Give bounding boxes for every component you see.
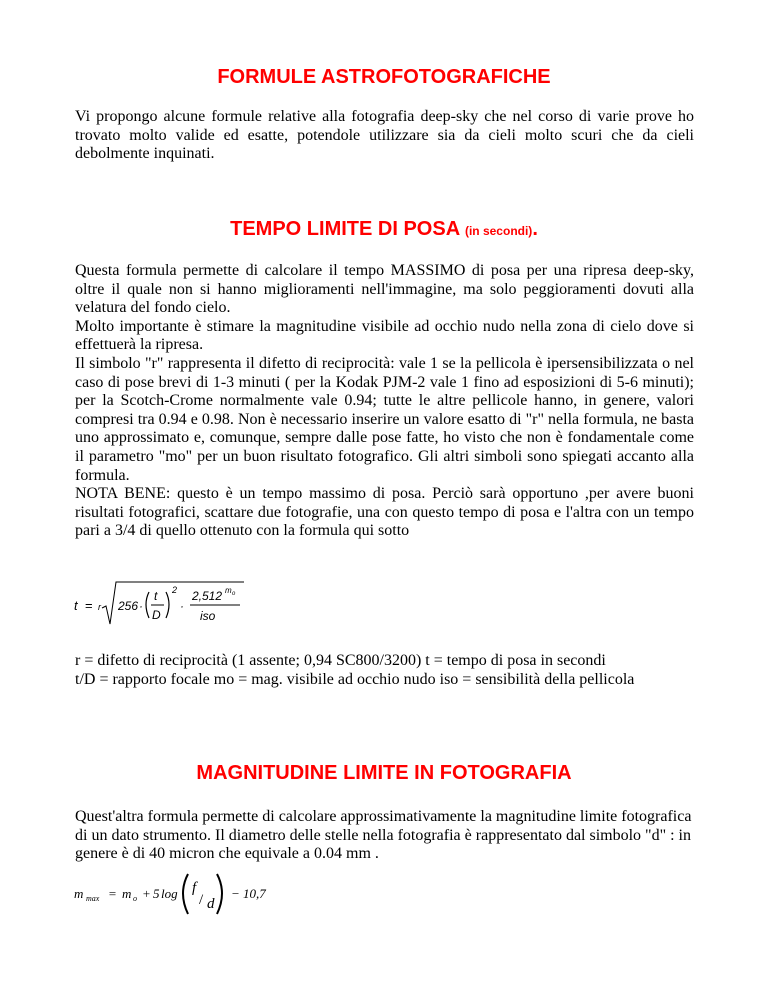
formula1-exp-mo: m (225, 586, 232, 595)
formula1-legend (75, 652, 694, 689)
formula-tempo-limite (72, 580, 252, 630)
formula2-plus: + (142, 886, 151, 901)
formula1-256: 256 (118, 599, 139, 613)
title-tempo-dot: . (532, 218, 538, 240)
formula1-lhs: t (74, 598, 78, 613)
title-magnitudine-limite: MAGNITUDINE LIMITE IN FOTOGRAFIA (196, 762, 572, 784)
formula2-m: m (122, 886, 132, 901)
tempo-paragraph-2: Molto importante è stimare la magnitudine visibile ad occhio nudo nella zona di cielo dove si effettuerà la ripresa. (75, 317, 694, 354)
formula2-log: log (161, 886, 178, 901)
formula1-num-t: t (154, 589, 158, 603)
formula1-eq: = (85, 598, 93, 613)
formula2-lhs-sub: max (86, 894, 100, 903)
formula1-dot2: · (180, 599, 184, 613)
legend-line-1: r = difetto di reciprocità (1 assente; 0,94 SC800/3200) t = tempo di posa in secondi (75, 652, 606, 669)
magnitudine-paragraph: Quest'altra formula permette di calcolare approssimativamente la magnitudine limite fotografica di un dato strumento. Il diametro delle stelle nella fotografia è rappresentato dal simbolo "d" : in genere è di 40 micron che equivale a 0.04 mm . (75, 808, 692, 863)
formula1-right-paren (166, 592, 169, 618)
legend-line-2: t/D = rapporto focale mo = mag. visibile ad occhio nudo iso = sensibilità della pellicola (75, 670, 635, 688)
tempo-paragraph-1: Questa formula permette di calcolare il tempo MASSIMO di posa per una ripresa deep-sky, oltre il quale non si hanno miglioramenti nell'immagine, ma solo peggioramenti dovuti alla velatura del fondo cielo. (75, 262, 694, 317)
formula1-exp2: 2 (172, 585, 178, 595)
formula2-slash: / (199, 892, 204, 908)
formula1-den-D: D (152, 608, 161, 622)
formula2-left-paren (183, 874, 188, 914)
formula2-lhs: m (74, 886, 84, 901)
formula2-d: d (207, 896, 215, 912)
title-formule-astrofotografiche: FORMULE ASTROFOTOGRAFICHE (217, 66, 551, 88)
title-tempo-limite-di-posa (0, 218, 768, 241)
title-tempo-unit: (in secondi) (464, 224, 533, 238)
formula1-iso: iso (200, 609, 216, 623)
tempo-section-text (75, 262, 694, 541)
formula2-coef: 5 (153, 886, 160, 901)
formula2-right-paren (217, 874, 222, 914)
formula2-f: f (192, 880, 197, 896)
formula-magnitudine-limite (72, 868, 282, 918)
formula2-eq: = (108, 886, 117, 901)
intro-paragraph: Vi propongo alcune formule relative alla fotografia deep-sky che nel corso di varie prove ho trovato molto valide ed esatte, potendole utilizzare sia da cieli molto scuri che da cieli debolmente inquinati. (75, 108, 694, 163)
formula1-dot1: · (139, 599, 143, 613)
title-tempo-main: TEMPO LIMITE DI POSA (230, 218, 460, 240)
formula1-left-paren (146, 592, 149, 618)
formula1-base: 2,512 (192, 589, 223, 603)
formula1-r: r (98, 602, 101, 612)
formula2-minus: − (231, 886, 240, 901)
formula1-exp-mo-sub: o (232, 591, 236, 597)
formula2-m-sub: o (133, 894, 137, 903)
formula2-const: 10,7 (243, 886, 266, 901)
tempo-paragraph-4: NOTA BENE: questo è un tempo massimo di posa. Perciò sarà opportuno ,per avere buoni risultati fotografici, scattare due fotografie, una con questo tempo di posa e l'altra con un tempo pari a 3/4 di quello ottenuto con la formula qui sotto (75, 485, 694, 540)
tempo-paragraph-3: Il simbolo "r" rappresenta il difetto di reciprocità: vale 1 se la pellicola è ipersensibilizzata o nel caso di pose brevi di 1-3 minuti ( per la Kodak PJM-2 vale 1 fino ad esposizioni di 5-6 minuti); per la Scotch-Crome normalmente vale 0.94; tutte le altre pellicole hanno, in genere, valori compresi tra 0.94 e 0.98. Non è necessario inserire un valore esatto di "r" nella formula, ne basta uno approssimato e, comunque, sempre dalle pose fatte, ho visto che non è fondamentale come il parametro "mo" per un buon risultato fotografico. Gli altri simboli sono spiegati accanto alla formula. (75, 354, 694, 484)
